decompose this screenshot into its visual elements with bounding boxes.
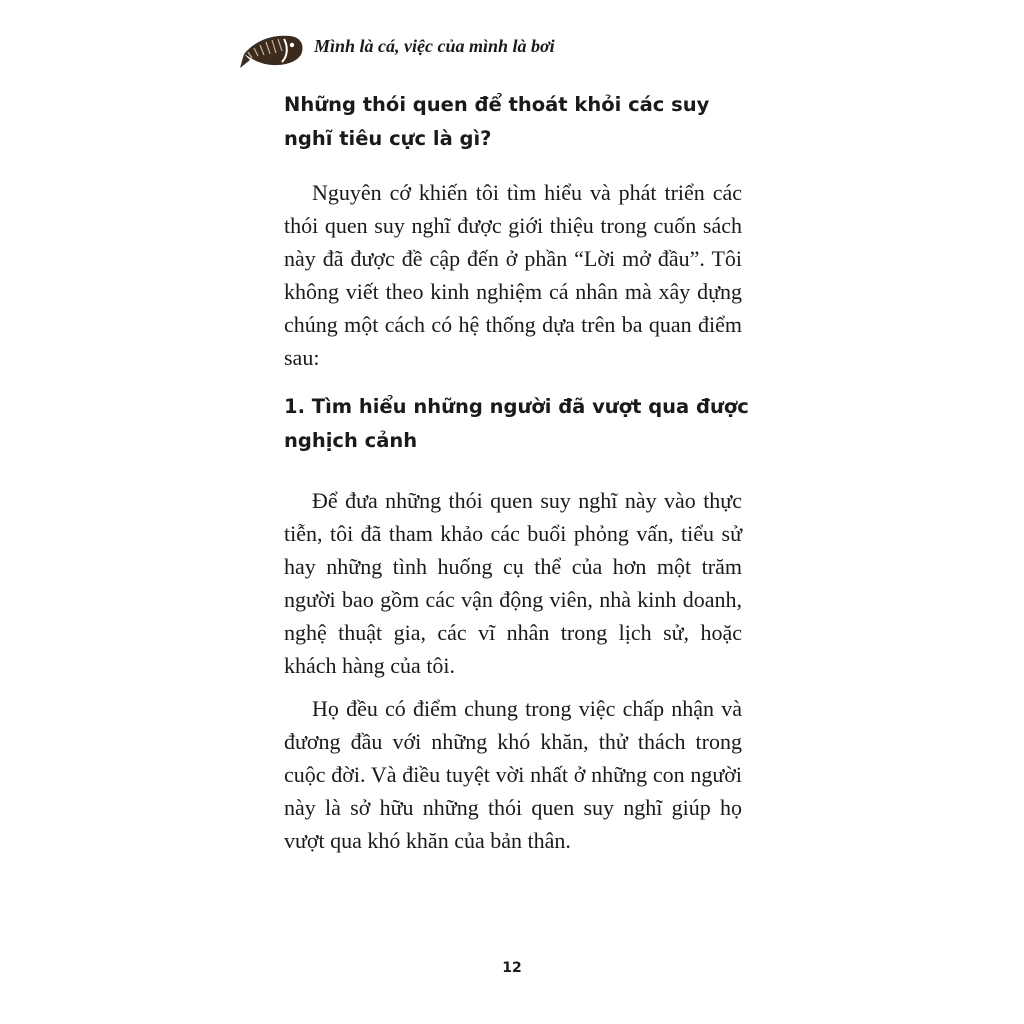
running-header-title: Mình là cá, việc của mình là bơi: [314, 36, 555, 56]
page-number: 12: [502, 960, 522, 976]
paragraph: Họ đều có điểm chung trong việc chấp nhận và đương đầu với những khó khăn, thử thách trong cuộc đời. Và điều tuyệt vời nhất ở những con người này là sở hữu những thói quen suy nghĩ giúp họ vượt qua khó khăn của bản thân.: [284, 696, 742, 853]
fish-icon: [240, 28, 306, 72]
paragraph: Nguyên cớ khiến tôi tìm hiểu và phát triển các thói quen suy nghĩ được giới thiệu trong cuốn sách này đã được đề cập đến ở phần “Lời mở đầu”. Tôi không viết theo kinh nghiệm cá nhân mà xây dựng chúng một cách có hệ thống dựa trên ba quan điểm sau:: [284, 180, 742, 370]
running-header: [240, 28, 800, 72]
paragraph: Để đưa những thói quen suy nghĩ này vào thực tiễn, tôi đã tham khảo các buổi phỏng vấn, tiểu sử hay những tình huống cụ thể của hơn một trăm người bao gồm các vận động viên, nhà kinh doanh, nghệ thuật gia, các vĩ nhân trong lịch sử, hoặc khách hàng của tôi.: [284, 488, 742, 678]
section-heading: Những thói quen để thoát khỏi các suy nghĩ tiêu cực là gì?: [284, 93, 710, 150]
subsection-heading: 1. Tìm hiểu những người đã vượt qua được nghịch cảnh: [284, 395, 749, 452]
